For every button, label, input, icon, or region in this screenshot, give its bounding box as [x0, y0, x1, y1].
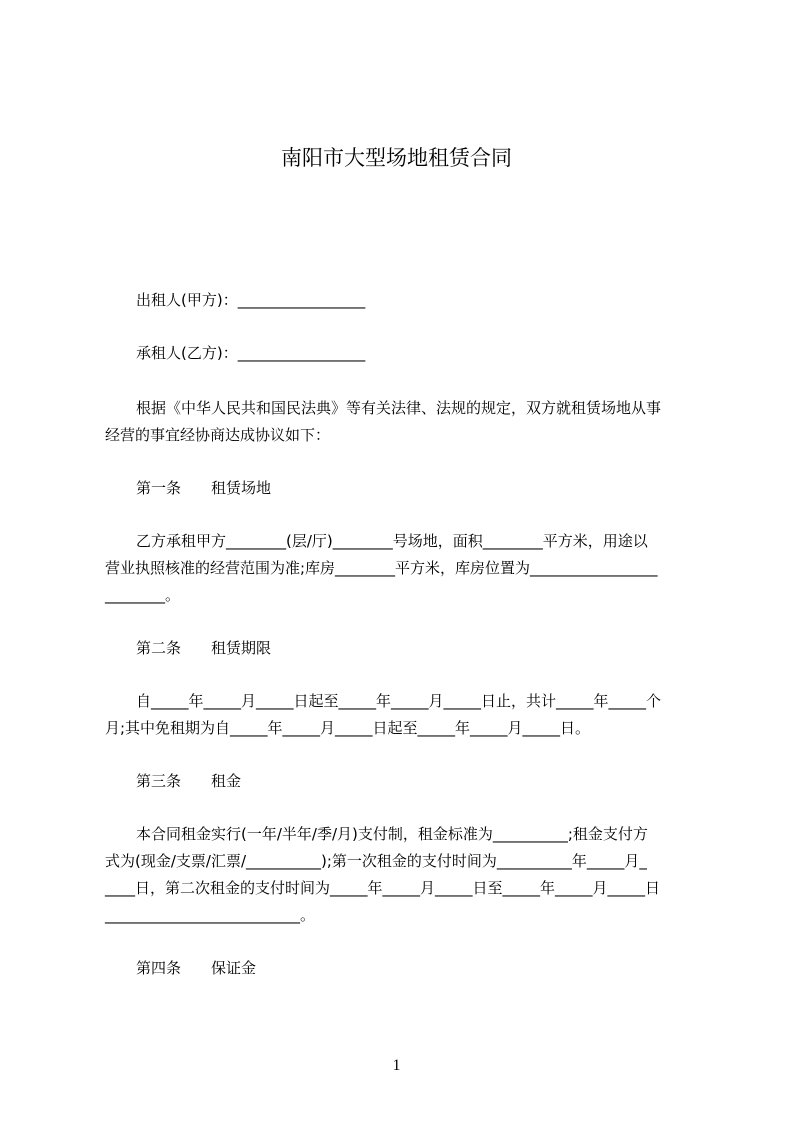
article-text-line: ____日，第二次租金的支付时间为_____年_____月_____日至_____年_____月_____日	[105, 879, 661, 897]
party-b-line: 承租人(乙方)：_________________	[136, 344, 366, 362]
article-text-line: ________。	[105, 586, 181, 604]
article-text-line: 自_____年_____月_____日起至_____年_____月_____日止，共计_____年_____个	[136, 692, 662, 710]
preamble-line: 经营的事宜经协商达成协议如下：	[105, 426, 331, 444]
article-text-line: 营业执照核准的经营范围为准;库房________平方米，库房位置为_________________	[105, 559, 658, 577]
article-text-line: 月;其中免租期为自_____年_____月_____日起至_____年_____月_____日。	[105, 719, 591, 737]
article-text-line: 乙方承租甲方________(层/厅)________号场地，面积________平方米，用途以	[136, 532, 648, 550]
article-heading: 第四条 保证金	[136, 959, 257, 977]
article-heading: 第二条 租赁期限	[136, 639, 272, 657]
page-number: 1	[392, 1057, 401, 1074]
party-a-line: 出租人(甲方)：_________________	[136, 291, 366, 309]
article-heading: 第三条 租金	[136, 772, 242, 790]
preamble-line: 根据《中华人民共和国民法典》等有关法律、法规的规定，双方就租赁场地从事	[136, 399, 662, 417]
document-title: 南阳市大型场地租赁合同	[281, 146, 512, 170]
article-heading: 第一条 租赁场地	[136, 479, 272, 497]
article-text-line: __________________________。	[105, 906, 316, 924]
article-text-line: 式为(现金/支票/汇票/__________);第一次租金的支付时间为__________年_____月_	[105, 852, 647, 870]
article-text-line: 本合同租金实行(一年/半年/季/月)支付制，租金标准为__________;租金支付方	[136, 825, 648, 843]
